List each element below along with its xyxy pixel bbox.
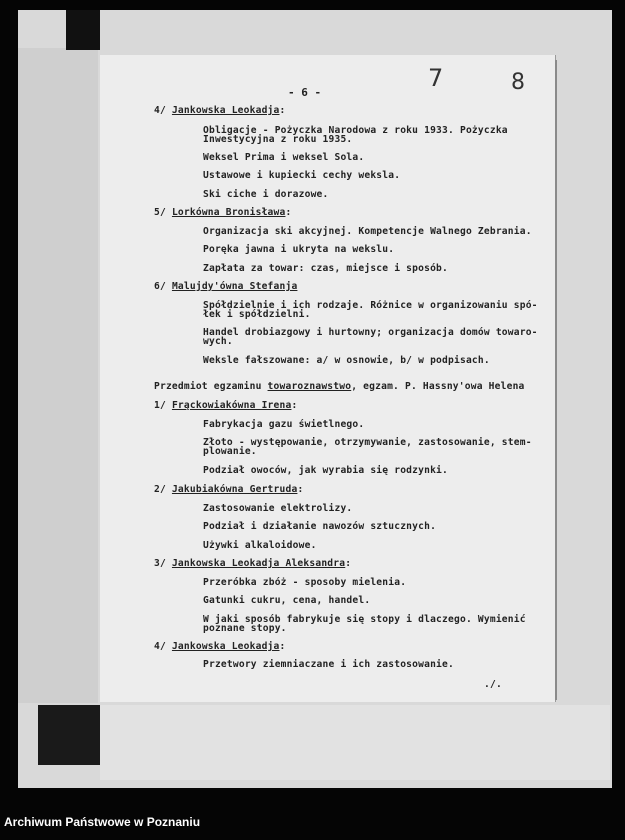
exam-question: Przetwory ziemniaczane i ich zastosowanie. [203, 659, 454, 670]
exam-question: Weksel Prima i weksel Sola. [203, 152, 365, 163]
exam-question: Fabrykacja gazu świetlnego. [203, 419, 365, 430]
student-heading: 4/ Jankowska Leokadja: [154, 641, 286, 652]
exam-question: Używki alkaloidowe. [203, 540, 317, 551]
handwritten-folio-8: 8 [511, 70, 525, 95]
exam-question: Obligacje - Pożyczka Narodowa z roku 1933. Pożyczka Inwestycyjna z roku 1935. [203, 125, 508, 145]
exam-question: Zastosowanie elektrolizy. [203, 503, 353, 514]
underlying-page [18, 48, 98, 703]
exam-question: Ustawowe i kupiecki cechy weksla. [203, 170, 401, 181]
student-heading: 5/ Lorkówna Bronisława: [154, 207, 292, 218]
handwritten-folio-7: 7 [428, 64, 444, 92]
subject-line: Przedmiot egzaminu towaroznawstwo, egzam. P. Hassny'owa Helena [154, 381, 525, 392]
exam-question: Przeróbka zbóż - sposoby mielenia. [203, 577, 407, 588]
continuation-mark: ./. [484, 679, 502, 690]
binder-clip-bottom [38, 705, 102, 765]
exam-question: W jaki sposób fabrykuje się stopy i dlaczego. Wymienić poznane stopy. [203, 614, 526, 634]
exam-question: Gatunki cukru, cena, handel. [203, 595, 371, 606]
exam-question: Podział owoców, jak wyrabia się rodzynki. [203, 465, 449, 476]
student-heading: 1/ Frąckowiakówna Irena: [154, 400, 298, 411]
student-heading: 3/ Jankowska Leokadja Aleksandra: [154, 558, 352, 569]
exam-question: Ski ciche i dorazowe. [203, 189, 329, 200]
exam-question: Spółdzielnie i ich rodzaje. Różnice w organizowaniu spó-łek i spółdzielni. [203, 300, 538, 320]
exam-question: Poręka jawna i ukryta na wekslu. [203, 244, 395, 255]
exam-question: Weksle fałszowane: a/ w osnowie, b/ w podpisach. [203, 355, 490, 366]
binder-clip [66, 10, 100, 50]
archive-footer: Archiwum Państwowe w Poznaniu [4, 815, 201, 829]
exam-question: Złoto - występowanie, otrzymywanie, zastosowanie, stem-plowanie. [203, 437, 532, 457]
student-heading: 2/ Jakubiakówna Gertruda: [154, 484, 304, 495]
exam-question: Handel drobiazgowy i hurtowny; organizacja domów towaro-wych. [203, 327, 538, 347]
page-number: - 6 - [288, 86, 322, 99]
student-heading: 6/ Malujdy'ówna Stefanja [154, 281, 298, 292]
exam-question: Organizacja ski akcyjnej. Kompetencje Walnego Zebrania. [203, 226, 532, 237]
backing-strip [100, 705, 610, 780]
page-edge [555, 60, 557, 700]
exam-question: Podział i działanie nawozów sztucznych. [203, 521, 437, 532]
exam-question: Zapłata za towar: czas, miejsce i sposób. [203, 263, 449, 274]
student-heading: 4/ Jankowska Leokadja: [154, 105, 286, 116]
